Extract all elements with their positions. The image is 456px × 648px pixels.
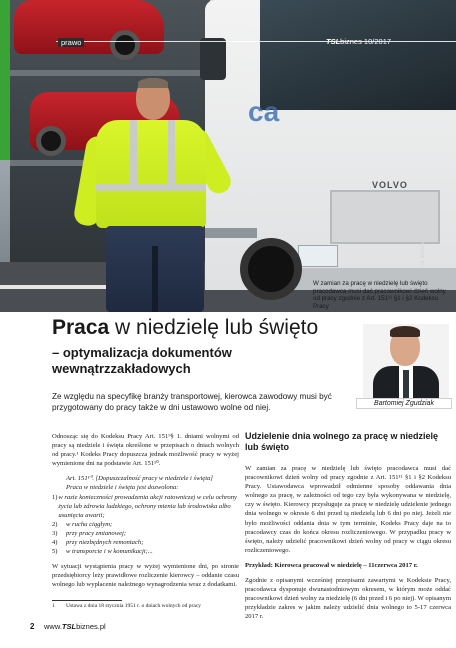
legal-quote <box>52 474 239 556</box>
left-column <box>52 432 239 596</box>
list-item <box>52 538 239 547</box>
list-text: w ruchu ciągłym; <box>66 520 113 528</box>
section-heading: Udzielenie dnia wolnego za pracę w niedzielę lub święto <box>245 431 439 452</box>
author-photo <box>363 324 449 400</box>
footnote-number: 1 <box>52 603 55 609</box>
paragraph: W sytuacji wystąpienia pracy w wyżej wymienione dni, po stronie przedsiębiorcy leży prawidłowe rozliczenie kierowcy – oddanie czasu wolnego lub wypłacenie należnego wynagrodzenia wraz z dodatkami. <box>52 563 239 589</box>
vest-reflective-stripe <box>168 120 175 184</box>
trailer-rail <box>10 70 210 76</box>
footnote <box>52 603 239 610</box>
car-wheel <box>36 126 66 156</box>
truck-tyre <box>240 238 302 300</box>
vest-reflective-stripe <box>130 120 137 184</box>
author-hair <box>390 326 420 337</box>
author-tie <box>403 370 409 398</box>
list-number: 5) <box>52 548 58 556</box>
hi-vis-vest <box>96 120 206 228</box>
list-item <box>52 493 239 520</box>
paragraph: W zamian za pracę w niedzielę lub święto pracodawca musi dać pracownikowi dzień wolny od pracy zgodnie z Art. 151¹¹ §1 i §2 Kodeksu Pracy. Ustawodawca wprowadził odmienne sposoby oddawania dnia wolnego za pracę, w zależności od tego czy była wykonywana w niedzielę, czy w święto. Kierowcy przysługuje za pracę w niedzielę udzielenie jednego dnia wolnego w okresie 6 dni przed tą niedzielą lub 6 dni po niej. Jeżeli nie było możliwości oddania dnia w tym terminie, Kodeks Pracy daje na to pracodawcy czas do końca okresu rozliczeniowego. W przypadku pracy w święto, należy udzielić pracownikowi dzień wolny od pracy w ciągu okresu rozliczeniowego. <box>245 465 451 554</box>
list-number: 2) <box>52 520 58 528</box>
list-text: w transporcie i w komunikacji;... <box>66 548 153 556</box>
vest-reflective-stripe <box>96 184 206 191</box>
footnote-rule <box>52 600 122 601</box>
list-text: w razie konieczności prowadzenia akcji ratowniczej w celu ochrony życia lub zdrowia ludzkiego, ochrony mienia lub środowiska albo usunięcia awarii; <box>58 493 237 519</box>
truck-windshield <box>260 0 456 110</box>
site-suffix: biznes.pl <box>76 622 106 631</box>
list-item <box>52 547 239 556</box>
header-rule <box>56 41 456 42</box>
car-wheel <box>110 30 140 60</box>
driver-hair <box>138 78 168 88</box>
list-number: 3) <box>52 529 58 537</box>
page-number: 2 <box>30 622 35 631</box>
list-item <box>52 529 239 538</box>
article-title <box>52 316 318 340</box>
right-column <box>245 431 451 628</box>
truck-grille <box>330 190 440 244</box>
site-url <box>44 622 106 631</box>
site-brand: TSL <box>61 622 77 631</box>
site-prefix: www. <box>44 622 62 631</box>
example-paragraph: Przykład: Kierowca pracował w niedzielę – 11czerwca 2017 r. <box>245 561 418 569</box>
section-tag: prawo <box>58 38 84 47</box>
list-item <box>52 520 239 529</box>
list-text: przy pracy zmianowej; <box>66 529 127 537</box>
list-text: przy niezbędnych remontach; <box>66 539 144 547</box>
article-title-bold: Praca <box>52 316 110 339</box>
issue-brand: TSL <box>326 37 341 46</box>
truck-mirror <box>200 38 226 80</box>
transported-car <box>14 0 164 54</box>
footnote-text: Ustawa z dnia 18 stycznia 1951 r. o dniach wolnych od pracy <box>66 603 202 609</box>
issue-label <box>326 37 391 46</box>
article-title-rest: w niedzielę lub święto <box>109 316 319 339</box>
truck-brand-logo: VOLVO <box>372 180 408 190</box>
truck-headlight <box>298 245 338 267</box>
paragraph: Zgodnie z opisanymi wcześniej przepisami zawartymi w Kodeksie Pracy, pracodawca dysponuje dwunastodniowym okresem, w którym może oddać pracownikowi dzień wolny za niedzielę (6 dni przed i 6 po niej). W opisanym przykładzie zakres w jakim należy udzielić dnia wolnego to 5-17 czerwca 2017 r. <box>245 577 451 621</box>
paragraph: Odnosząc się do Kodeksu Pracy Art. 151⁹§ 1. dniami wolnymi od pracy są niedziele i święta określone w przepisach o dniach wolnych od pracy.¹ Kodeks Pracy dopuszcza jednak możliwość pracy w wyżej wymienione dni na podstawie Art. 151¹⁰. <box>52 433 239 468</box>
list-number: 1) <box>52 493 58 501</box>
article-lead: Ze względu na specyfikę branży transportowej, kierowca zawodowy musi być przygotowany do pracy także w dni ustawowo wolne od niej. <box>52 392 332 412</box>
photo-caption: W zamian za pracę w niedzielę lub święto pracodawca musi dać pracownikowi dzień wolny od pracy zgodnie z Art. 151¹¹ §1 i §2 Kodeksu Pracy <box>313 280 446 310</box>
cab-decal: ca <box>248 96 280 127</box>
jeans-shadow <box>152 246 158 312</box>
list-number: 4) <box>52 539 58 547</box>
issue-rest: biznes 10/2017 <box>340 37 392 46</box>
section-color-strip <box>0 0 10 160</box>
photo-credit: Fot. Materiały <box>420 237 426 268</box>
truck-driver-figure <box>80 78 220 312</box>
cover-photo <box>0 0 456 312</box>
article-subtitle: – optymalizacja dokumentów wewnątrzzakładowych <box>52 345 232 376</box>
quote-intro: Praca w niedziele i święta jest dozwolona: <box>66 484 179 492</box>
quote-heading: Art. 151¹⁰. [Dopuszczalność pracy w niedziele i święta] <box>66 475 213 483</box>
author-name: Bartomiej Zgudziak <box>356 398 452 409</box>
